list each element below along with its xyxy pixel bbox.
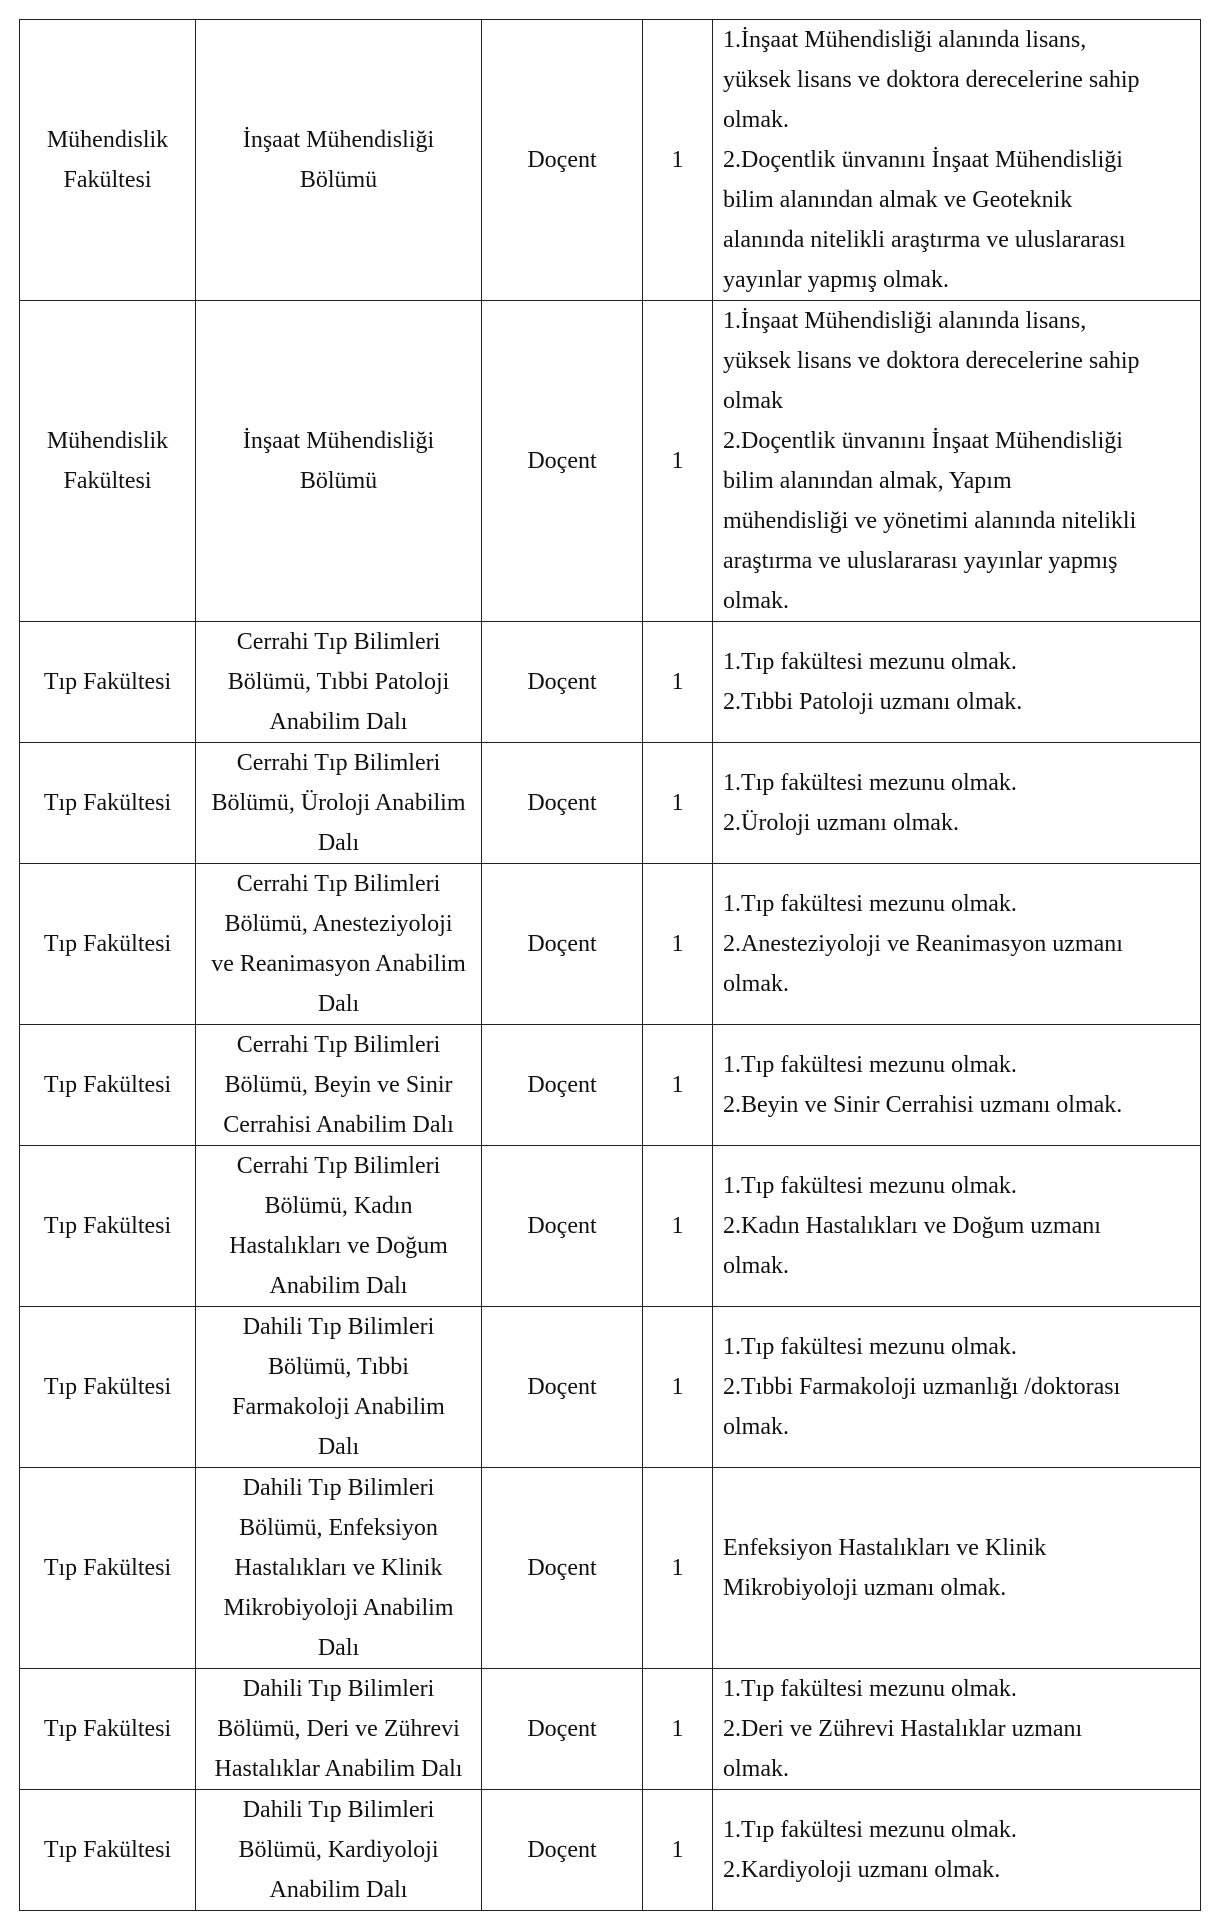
requirements-cell: 1.Tıp fakültesi mezunu olmak. 2.Tıbbi Patoloji uzmanı olmak. xyxy=(713,622,1201,743)
faculty-cell: Tıp Fakültesi xyxy=(20,622,196,743)
table-row xyxy=(20,20,1201,301)
table-row xyxy=(20,622,1201,743)
count-cell: 1 xyxy=(643,1468,713,1669)
requirements-cell: 1.İnşaat Mühendisliği alanında lisans, yüksek lisans ve doktora derecelerine sahip olmak. 2.Doçentlik ünvanını İnşaat Mühendisliği bilim alanından almak ve Geoteknik alanında nitelikli araştırma ve uluslararası yayınlar yapmış olmak. xyxy=(713,20,1201,301)
positions-table xyxy=(19,19,1201,1911)
department-cell: Cerrahi Tıp Bilimleri Bölümü, Üroloji Anabilim Dalı xyxy=(196,743,482,864)
department-cell: Cerrahi Tıp Bilimleri Bölümü, Kadın Hastalıkları ve Doğum Anabilim Dalı xyxy=(196,1146,482,1307)
title-cell: Doçent xyxy=(482,864,643,1025)
department-cell: Dahili Tıp Bilimleri Bölümü, Enfeksiyon Hastalıkları ve Klinik Mikrobiyoloji Anabilim Dalı xyxy=(196,1468,482,1669)
faculty-cell: Tıp Fakültesi xyxy=(20,1025,196,1146)
title-cell: Doçent xyxy=(482,1790,643,1911)
department-cell: Cerrahi Tıp Bilimleri Bölümü, Tıbbi Patoloji Anabilim Dalı xyxy=(196,622,482,743)
count-cell: 1 xyxy=(643,1669,713,1790)
table-row xyxy=(20,1468,1201,1669)
faculty-cell: Tıp Fakültesi xyxy=(20,1669,196,1790)
requirements-cell: 1.Tıp fakültesi mezunu olmak. 2.Tıbbi Farmakoloji uzmanlığı /doktorası olmak. xyxy=(713,1307,1201,1468)
department-cell: İnşaat Mühendisliği Bölümü xyxy=(196,301,482,622)
table-row xyxy=(20,743,1201,864)
count-cell: 1 xyxy=(643,20,713,301)
title-cell: Doçent xyxy=(482,622,643,743)
requirements-cell: 1.Tıp fakültesi mezunu olmak. 2.Kardiyoloji uzmanı olmak. xyxy=(713,1790,1201,1911)
table-row xyxy=(20,301,1201,622)
count-cell: 1 xyxy=(643,864,713,1025)
table-row xyxy=(20,1669,1201,1790)
requirements-cell: 1.Tıp fakültesi mezunu olmak. 2.Üroloji uzmanı olmak. xyxy=(713,743,1201,864)
title-cell: Doçent xyxy=(482,1669,643,1790)
department-cell: Dahili Tıp Bilimleri Bölümü, Kardiyoloji Anabilim Dalı xyxy=(196,1790,482,1911)
department-cell: Dahili Tıp Bilimleri Bölümü, Tıbbi Farmakoloji Anabilim Dalı xyxy=(196,1307,482,1468)
faculty-cell: Tıp Fakültesi xyxy=(20,1790,196,1911)
faculty-cell: Mühendislik Fakültesi xyxy=(20,20,196,301)
title-cell: Doçent xyxy=(482,1025,643,1146)
department-cell: Dahili Tıp Bilimleri Bölümü, Deri ve Zührevi Hastalıklar Anabilim Dalı xyxy=(196,1669,482,1790)
table-row xyxy=(20,1146,1201,1307)
count-cell: 1 xyxy=(643,1146,713,1307)
requirements-cell: 1.Tıp fakültesi mezunu olmak. 2.Kadın Hastalıkları ve Doğum uzmanı olmak. xyxy=(713,1146,1201,1307)
count-cell: 1 xyxy=(643,1025,713,1146)
requirements-cell: Enfeksiyon Hastalıkları ve Klinik Mikrobiyoloji uzmanı olmak. xyxy=(713,1468,1201,1669)
faculty-cell: Tıp Fakültesi xyxy=(20,1307,196,1468)
department-cell: Cerrahi Tıp Bilimleri Bölümü, Anesteziyoloji ve Reanimasyon Anabilim Dalı xyxy=(196,864,482,1025)
faculty-cell: Mühendislik Fakültesi xyxy=(20,301,196,622)
table-row xyxy=(20,864,1201,1025)
department-cell: Cerrahi Tıp Bilimleri Bölümü, Beyin ve Sinir Cerrahisi Anabilim Dalı xyxy=(196,1025,482,1146)
requirements-cell: 1.Tıp fakültesi mezunu olmak. 2.Anesteziyoloji ve Reanimasyon uzmanı olmak. xyxy=(713,864,1201,1025)
table-row xyxy=(20,1790,1201,1911)
department-cell: İnşaat Mühendisliği Bölümü xyxy=(196,20,482,301)
count-cell: 1 xyxy=(643,301,713,622)
title-cell: Doçent xyxy=(482,1468,643,1669)
title-cell: Doçent xyxy=(482,20,643,301)
title-cell: Doçent xyxy=(482,1307,643,1468)
title-cell: Doçent xyxy=(482,1146,643,1307)
title-cell: Doçent xyxy=(482,301,643,622)
table-row xyxy=(20,1025,1201,1146)
title-cell: Doçent xyxy=(482,743,643,864)
count-cell: 1 xyxy=(643,1307,713,1468)
faculty-cell: Tıp Fakültesi xyxy=(20,1468,196,1669)
faculty-cell: Tıp Fakültesi xyxy=(20,864,196,1025)
requirements-cell: 1.İnşaat Mühendisliği alanında lisans, yüksek lisans ve doktora derecelerine sahip olmak 2.Doçentlik ünvanını İnşaat Mühendisliği bilim alanından almak, Yapım mühendisliği ve yönetimi alanında nitelikli araştırma ve uluslararası yayınlar yapmış olmak. xyxy=(713,301,1201,622)
table-row xyxy=(20,1307,1201,1468)
requirements-cell: 1.Tıp fakültesi mezunu olmak. 2.Deri ve Zührevi Hastalıklar uzmanı olmak. xyxy=(713,1669,1201,1790)
count-cell: 1 xyxy=(643,1790,713,1911)
requirements-cell: 1.Tıp fakültesi mezunu olmak. 2.Beyin ve Sinir Cerrahisi uzmanı olmak. xyxy=(713,1025,1201,1146)
count-cell: 1 xyxy=(643,622,713,743)
faculty-cell: Tıp Fakültesi xyxy=(20,743,196,864)
faculty-cell: Tıp Fakültesi xyxy=(20,1146,196,1307)
count-cell: 1 xyxy=(643,743,713,864)
